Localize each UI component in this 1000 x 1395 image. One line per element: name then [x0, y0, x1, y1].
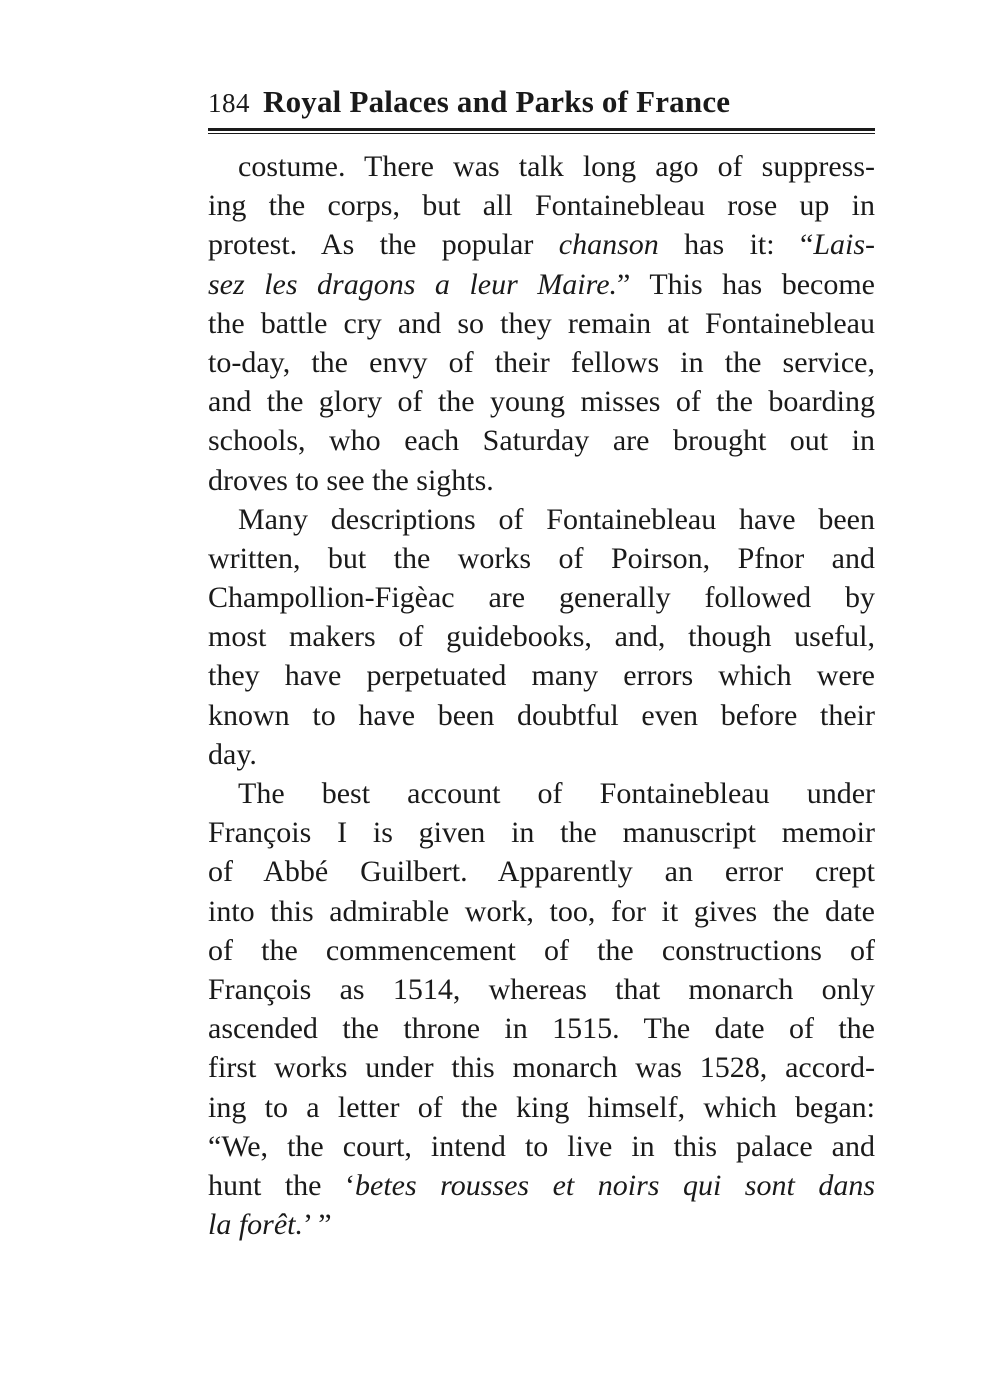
- text-line: schools, who each Saturday are brought out in: [208, 424, 875, 458]
- text-line: day.: [208, 737, 257, 771]
- page-number: 184: [208, 88, 250, 118]
- text-line: ing to a letter of the king himself, which began:: [208, 1090, 875, 1124]
- paragraph: [208, 774, 875, 1244]
- text-line: into this admirable work, too, for it gives the date: [208, 894, 875, 928]
- text-line: most makers of guidebooks, and, though useful,: [208, 620, 875, 654]
- text-line: François I is given in the manuscript memoir: [208, 816, 875, 850]
- text-line: François as 1514, whereas that monarch only: [208, 972, 875, 1006]
- text-line: Champollion-Figèac are generally followed by: [208, 581, 875, 615]
- text-line: protest. As the popular chanson has it: “Lais-: [208, 228, 875, 262]
- text-line: the battle cry and so they remain at Fontainebleau: [208, 306, 875, 340]
- text-line: “We, the court, intend to live in this palace and: [208, 1129, 875, 1163]
- running-head: [208, 84, 875, 128]
- italic-text: chanson: [558, 228, 659, 262]
- text-line: sez les dragons a leur Maire.” This has become: [208, 267, 875, 301]
- text-line: droves to see the sights.: [208, 463, 494, 497]
- header-rule-thin: [208, 133, 875, 134]
- text-line: la forêt.’ ”: [208, 1208, 332, 1242]
- italic-text: Lais-: [813, 228, 875, 262]
- text-line: ascended the throne in 1515. The date of the: [208, 1012, 875, 1046]
- text-line: of the commencement of the constructions of: [208, 933, 875, 967]
- body-text: [208, 147, 875, 1244]
- text-line: they have perpetuated many errors which were: [208, 659, 875, 693]
- running-title: Royal Palaces and Parks of France: [263, 84, 731, 119]
- italic-text: la forêt.: [208, 1208, 303, 1242]
- paragraph: [208, 147, 875, 500]
- text-line: Many descriptions of Fontainebleau have been: [238, 502, 875, 536]
- paragraph: [208, 500, 875, 774]
- book-page: [208, 84, 875, 1244]
- italic-text: betes rousses et noirs qui sont dans: [355, 1168, 875, 1202]
- text-line: to-day, the envy of their fellows in the service,: [208, 345, 875, 379]
- italic-text: sez les dragons a leur Maire.: [208, 267, 618, 301]
- text-line: hunt the ‘betes rousses et noirs qui sont dans: [208, 1168, 875, 1202]
- header-rule-thick: [208, 128, 875, 131]
- text-line: ing the corps, but all Fontainebleau rose up in: [208, 189, 875, 223]
- text-line: first works under this monarch was 1528, accord-: [208, 1051, 875, 1085]
- text-line: The best account of Fontainebleau under: [238, 777, 875, 810]
- text-line: known to have been doubtful even before their: [208, 698, 875, 732]
- text-line: of Abbé Guilbert. Apparently an error crept: [208, 855, 875, 889]
- text-line: written, but the works of Poirson, Pfnor and: [208, 541, 875, 575]
- text-line: costume. There was talk long ago of suppress-: [238, 150, 875, 183]
- text-line: and the glory of the young misses of the boarding: [208, 385, 875, 419]
